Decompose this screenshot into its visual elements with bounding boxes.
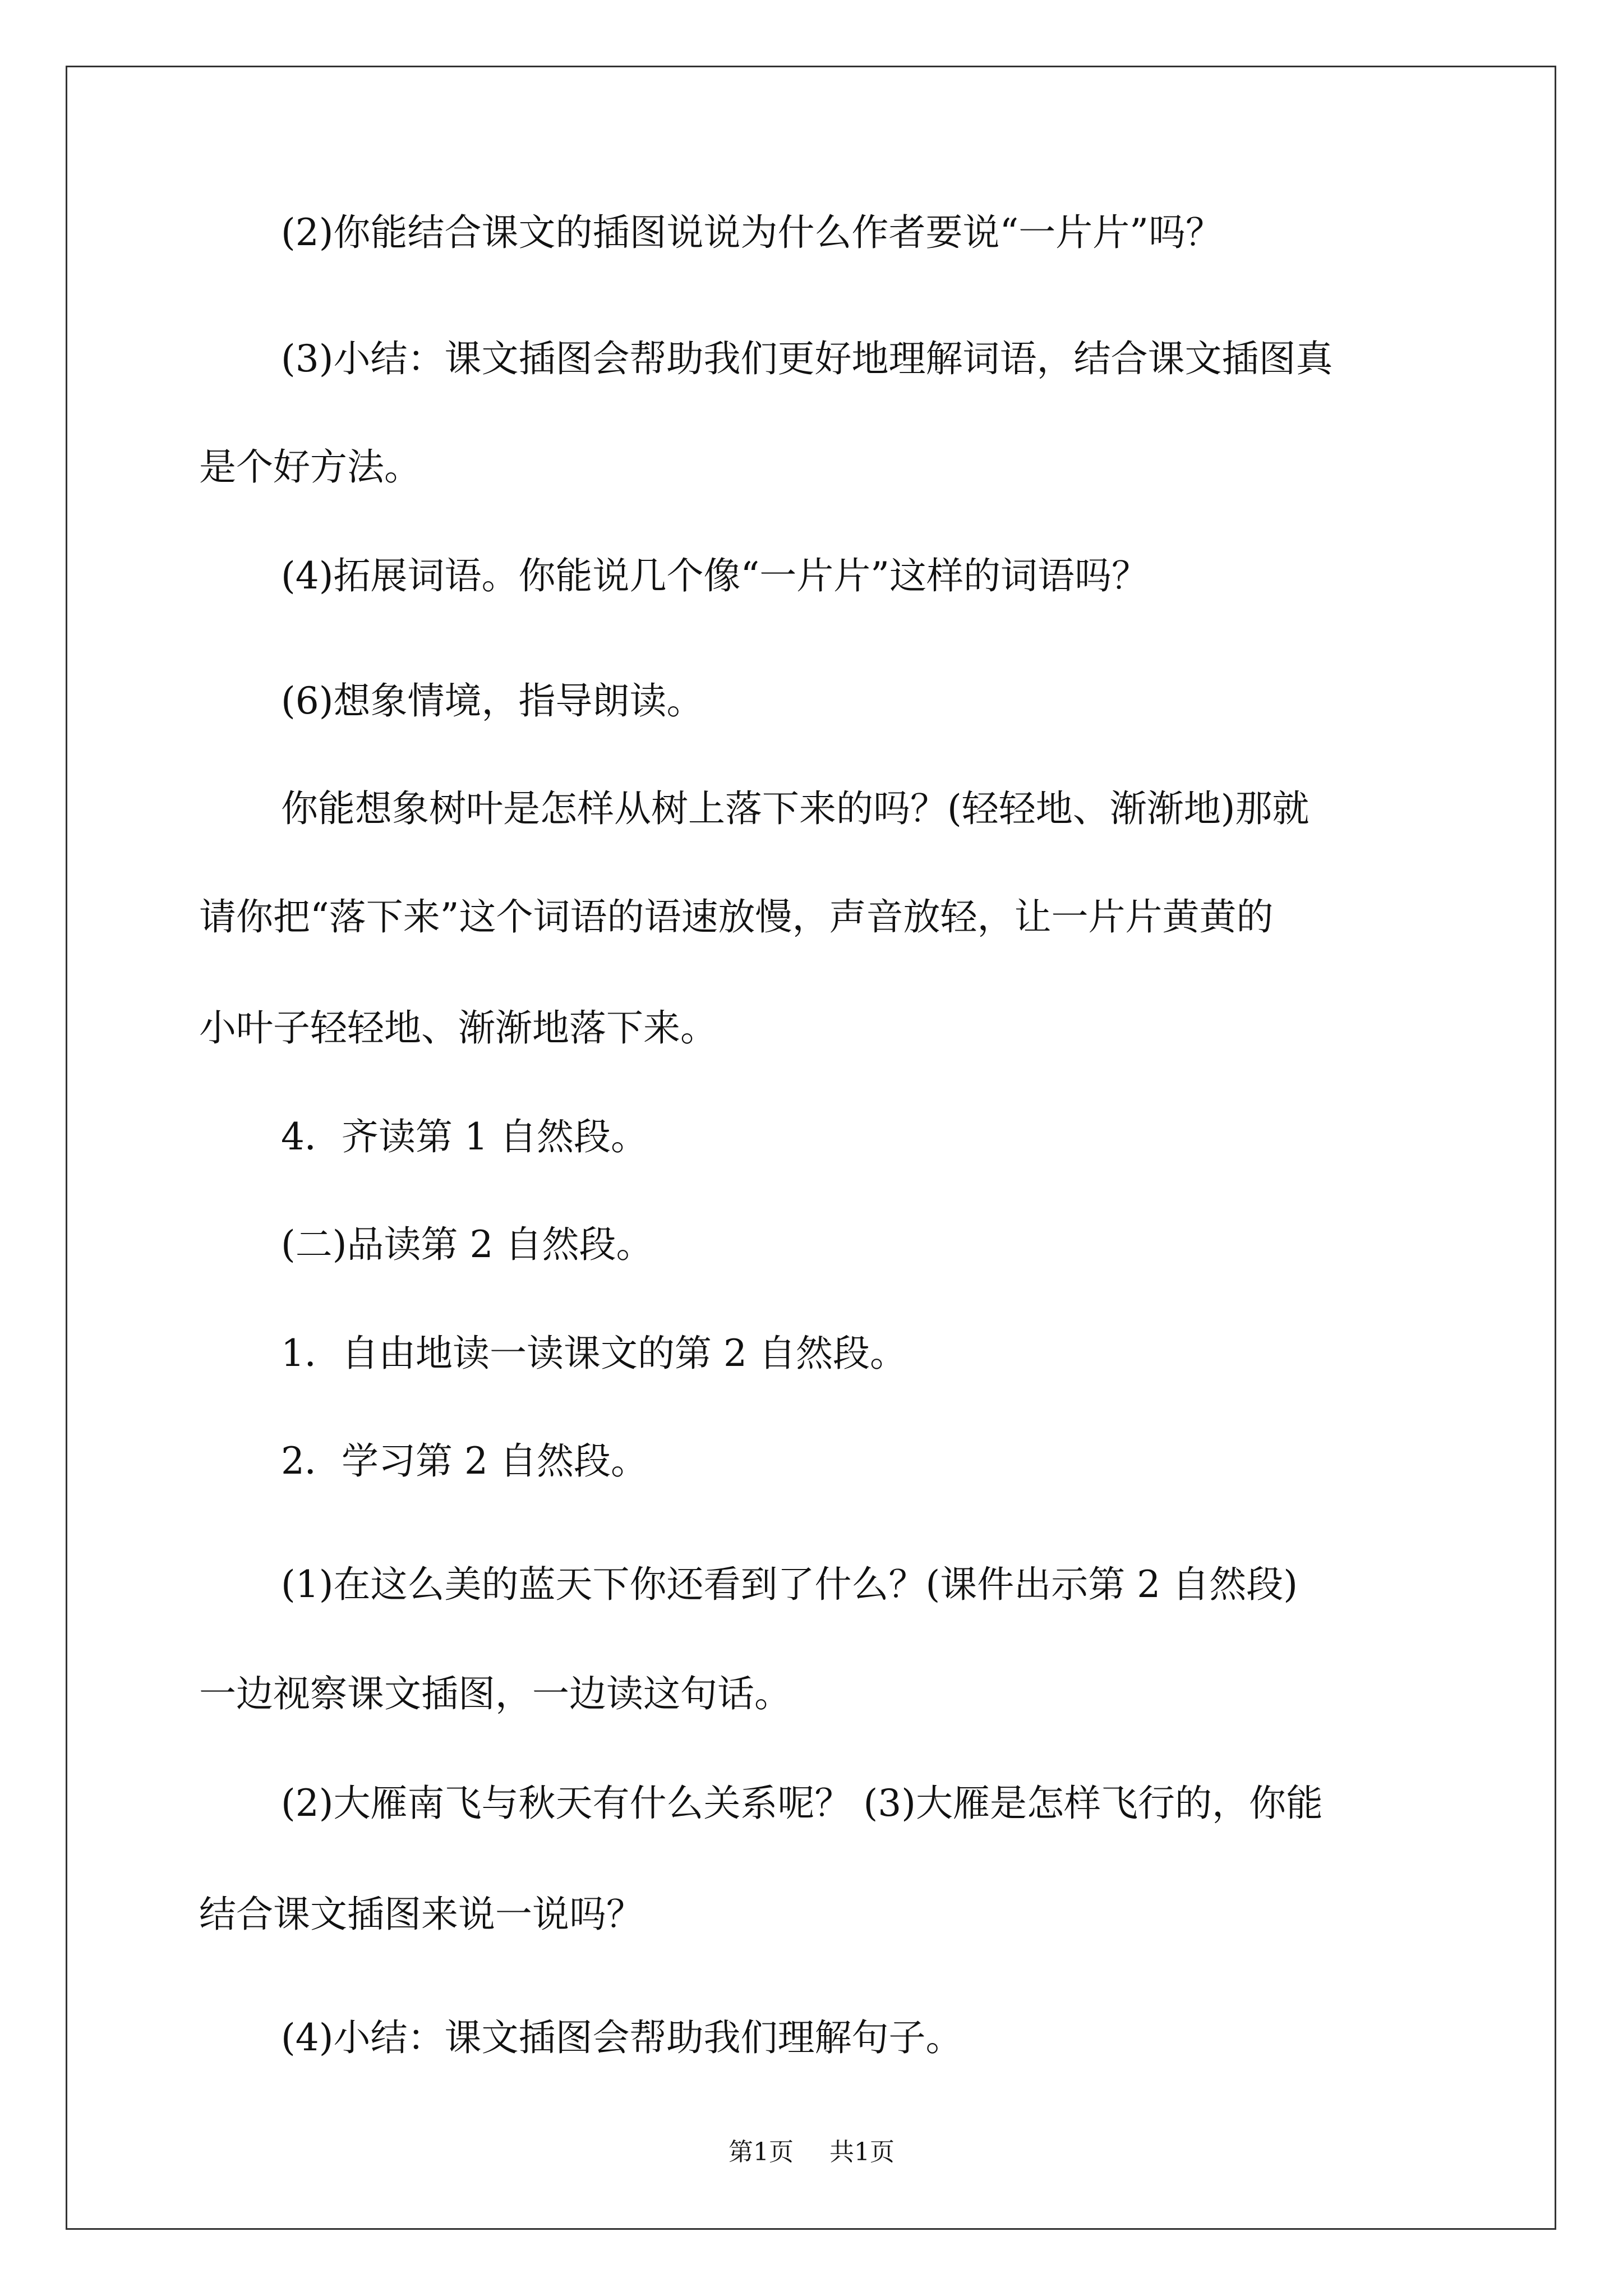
page-number: 第1页 <box>728 2138 794 2166</box>
page-footer <box>0 2132 1623 2168</box>
paragraph-line-4: (4)拓展词语。你能说几个像“一片片”这样的词语吗？ <box>281 554 1149 597</box>
paragraph-line-17: (4)小结：课文插图会帮助我们理解句子。 <box>281 2016 963 2059</box>
paragraph-line-1: (2)你能结合课文的插图说说为什么作者要说“一片片”吗？ <box>281 211 1223 254</box>
paragraph-line-6: 你能想象树叶是怎样从树上落下来的吗？(轻轻地、渐渐地)那就 <box>281 787 1310 830</box>
paragraph-line-11: 1．自由地读一读课文的第 2 自然段。 <box>281 1332 907 1375</box>
paragraph-line-10: (二)品读第 2 自然段。 <box>281 1223 653 1266</box>
paragraph-line-8: 小叶子轻轻地、渐渐地落下来。 <box>199 1006 717 1050</box>
paragraph-line-3: 是个好方法。 <box>199 445 421 489</box>
paragraph-line-9: 4．齐读第 1 自然段。 <box>281 1115 648 1158</box>
paragraph-line-15: (2)大雁南飞与秋天有什么关系呢？ (3)大雁是怎样飞行的，你能 <box>281 1782 1323 1825</box>
paragraph-line-5: (6)想象情境，指导朗读。 <box>281 679 704 723</box>
paragraph-line-13: (1)在这么美的蓝天下你还看到了什么？(课件出示第 2 自然段) <box>281 1563 1298 1606</box>
paragraph-line-7: 请你把“落下来”这个词语的语速放慢，声音放轻，让一片片黄黄的 <box>199 895 1274 938</box>
paragraph-line-14: 一边视察课文插图，一边读这句话。 <box>199 1672 791 1715</box>
page-total: 共1页 <box>829 2138 895 2166</box>
paragraph-line-2: (3)小结：课文插图会帮助我们更好地理解词语，结合课文插图真 <box>281 337 1333 380</box>
paragraph-line-16: 结合课文插图来说一说吗？ <box>199 1893 643 1936</box>
paragraph-line-12: 2．学习第 2 自然段。 <box>281 1439 648 1483</box>
